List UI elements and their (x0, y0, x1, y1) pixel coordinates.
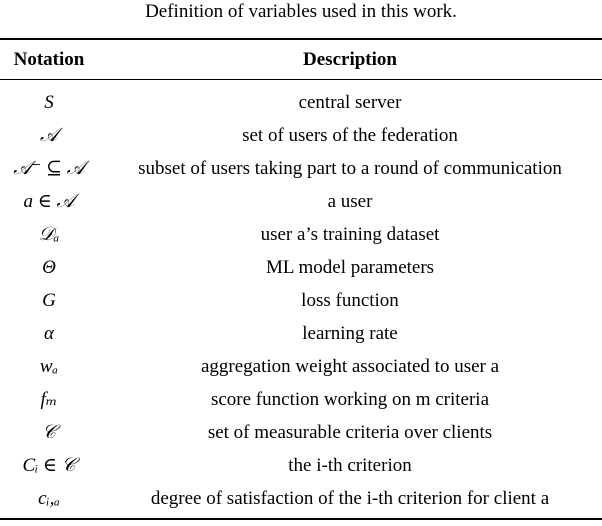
notation-cell: G (42, 290, 56, 311)
table-row (0, 416, 602, 449)
notation-cell: 𝒞 (42, 422, 56, 443)
description-cell: degree of satisfaction of the i-th criterion for client a (150, 488, 550, 509)
table-row (0, 284, 602, 317)
notation-cell: a ∈ 𝒜 (23, 191, 75, 212)
notation-cell: S (44, 92, 54, 113)
table-header (0, 44, 602, 76)
notation-cell: Cᵢ ∈ 𝒞 (22, 455, 76, 476)
description-cell: set of measurable criteria over clients (207, 422, 493, 443)
description-cell: aggregation weight associated to user a (200, 356, 500, 377)
description-cell: score function working on m criteria (210, 389, 490, 410)
table-row (0, 152, 602, 185)
table-caption: Definition of variables used in this work. (145, 1, 457, 22)
description-cell: ML model parameters (265, 257, 435, 278)
notation-cell: Θ (42, 257, 56, 278)
description-cell: central server (298, 92, 402, 113)
notation-cell: 𝒜⁻ ⊆ 𝒜 (13, 158, 85, 179)
table-row (0, 449, 602, 482)
table-row (0, 350, 602, 383)
table-row (0, 383, 602, 416)
notation-cell: 𝒜 (40, 125, 58, 146)
description-header: Description (303, 49, 397, 70)
description-cell: the i-th criterion (288, 455, 412, 476)
notation-header: Notation (13, 49, 85, 70)
description-cell: user a’s training dataset (260, 224, 440, 245)
header-rule (0, 79, 602, 80)
description-cell: loss function (301, 290, 399, 311)
description-cell: learning rate (302, 323, 398, 344)
notation-cell: cᵢ,ₐ (38, 488, 60, 509)
bottom-rule (0, 518, 602, 520)
description-cell: a user (327, 191, 373, 212)
table-row (0, 251, 602, 284)
table-row (0, 317, 602, 350)
table-row (0, 119, 602, 152)
notation-cell: 𝒟ₐ (38, 224, 60, 245)
notation-cell: α (44, 323, 54, 344)
table-row (0, 482, 602, 515)
description-cell: set of users of the federation (242, 125, 458, 146)
notation-cell: wₐ (39, 356, 59, 377)
top-rule (0, 38, 602, 40)
table-body (0, 86, 602, 515)
table-row (0, 218, 602, 251)
table-row (0, 86, 602, 119)
description-cell: subset of users taking part to a round of communication (138, 158, 562, 179)
notation-cell: fₘ (40, 389, 58, 410)
table-row (0, 185, 602, 218)
